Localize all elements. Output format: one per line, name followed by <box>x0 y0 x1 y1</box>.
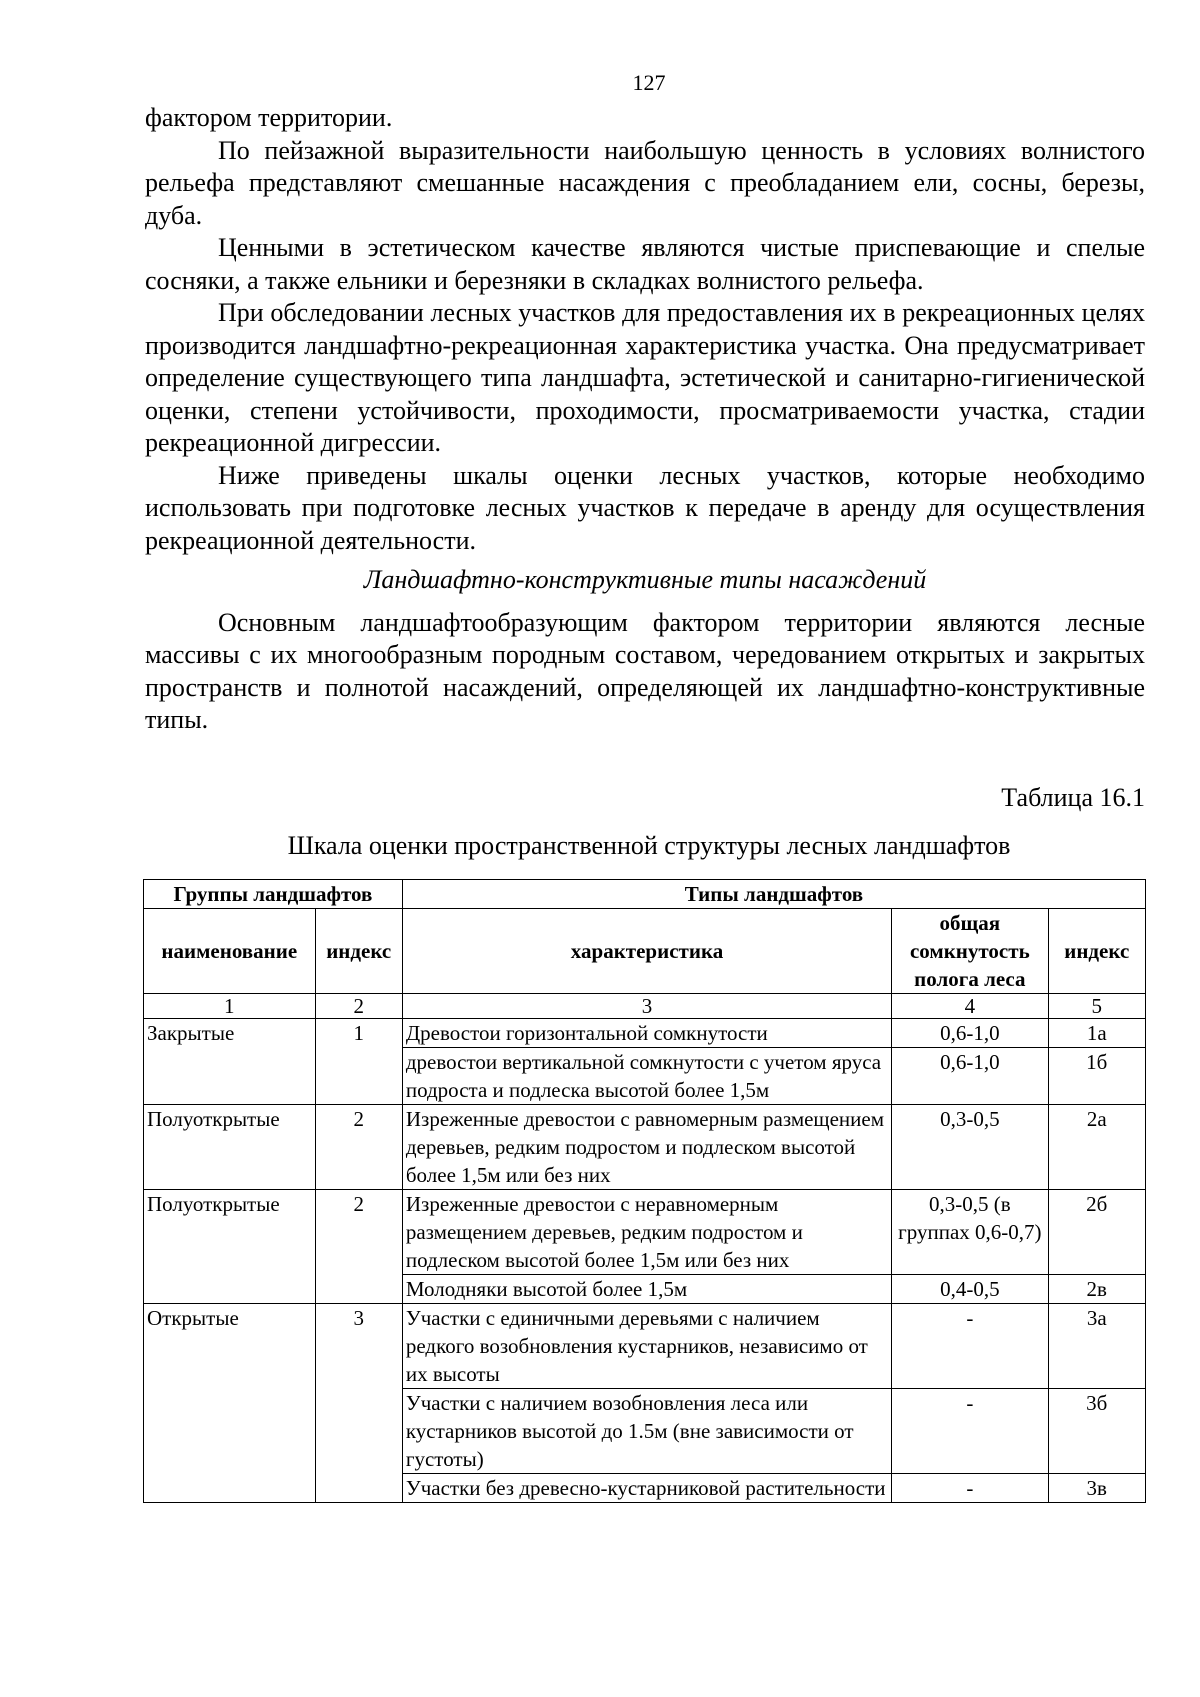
closure-cell: - <box>892 1303 1048 1388</box>
group-name-cell: Полуоткрытые <box>144 1189 316 1303</box>
table-subheader-row <box>144 908 1146 993</box>
type-index-cell: 2б <box>1048 1189 1146 1274</box>
closure-cell: 0,4-0,5 <box>892 1274 1048 1303</box>
closure-cell: 0,3-0,5 (в группах 0,6-0,7) <box>892 1189 1048 1274</box>
closure-cell: 0,6-1,0 <box>892 1018 1048 1047</box>
group-name-cell: Полуоткрытые <box>144 1104 316 1189</box>
paragraph: Основным ландшафтообразующим фактором территории являются лесные массивы с их многообразным породным составом, чередованием открытых и закрытых пространств и полнотой насаждений, определяющей их ландшафтно-конструктивные типы. <box>145 607 1145 734</box>
header-landscape-types: Типы ландшафтов <box>402 879 1145 908</box>
closure-cell: - <box>892 1473 1048 1502</box>
type-index-cell: 1б <box>1048 1047 1146 1104</box>
characteristic-cell: Изреженные древостои с равномерным размещением деревьев, редким подростом и подлеском высотой более 1,5м или без них <box>402 1104 891 1189</box>
table-label: Таблица 16.1 <box>1001 782 1145 812</box>
closure-cell: 0,3-0,5 <box>892 1104 1048 1189</box>
section-subheading: Ландшафтно-конструктивные типы насаждений <box>363 565 927 594</box>
header-name: наименование <box>144 908 316 993</box>
paragraph: По пейзажной выразительности наибольшую ценность в условиях волнистого рельефа представляют смешанные насаждения с преобладанием ели, сосны, березы, дуба. <box>145 135 1145 230</box>
group-index-cell: 1 <box>315 1018 402 1104</box>
column-number: 5 <box>1048 993 1146 1018</box>
paragraph-continuation: фактором территории. <box>145 103 393 132</box>
characteristic-cell: Участки с единичными деревьями с наличием редкого возобновления кустарников, независимо от их высоты <box>402 1303 891 1388</box>
paragraph: Ценными в эстетическом качестве являются чистые приспевающие и спелые сосняки, а также ельники и березняки в складках волнистого рельефа. <box>145 233 1145 295</box>
column-number: 3 <box>402 993 891 1018</box>
type-index-cell: 1а <box>1048 1018 1146 1047</box>
table-row <box>144 1018 1146 1047</box>
closure-cell: - <box>892 1388 1048 1473</box>
header-landscape-groups: Группы ландшафтов <box>144 879 403 908</box>
group-name-cell: Открытые <box>144 1303 316 1502</box>
characteristic-cell: Участки без древесно-кустарниковой растительности <box>402 1473 891 1502</box>
table-header-row <box>144 879 1146 908</box>
column-number: 1 <box>144 993 316 1018</box>
characteristic-cell: Молодняки высотой более 1,5м <box>402 1274 891 1303</box>
characteristic-cell: Древостои горизонтальной сомкнутости <box>402 1018 891 1047</box>
characteristic-cell: Изреженные древостои с неравномерным размещением деревьев, редким подростом и подлеском высотой более 1,5м или без них <box>402 1189 891 1274</box>
group-index-cell: 3 <box>315 1303 402 1502</box>
column-number: 2 <box>315 993 402 1018</box>
column-number: 4 <box>892 993 1048 1018</box>
group-name-cell: Закрытые <box>144 1018 316 1104</box>
column-number-row <box>144 993 1146 1018</box>
table-row <box>144 1303 1146 1388</box>
closure-cell: 0,6-1,0 <box>892 1047 1048 1104</box>
document-page <box>145 70 1145 1503</box>
table-row <box>144 1189 1146 1274</box>
characteristic-cell: Участки с наличием возобновления леса или кустарников высотой до 1.5м (вне зависимости от густоты) <box>402 1388 891 1473</box>
header-group-index: индекс <box>315 908 402 993</box>
type-index-cell: 3а <box>1048 1303 1146 1388</box>
header-characteristic: характеристика <box>402 908 891 993</box>
type-index-cell: 3б <box>1048 1388 1146 1473</box>
characteristic-cell: древостои вертикальной сомкнутости с учетом яруса подроста и подлеска высотой более 1,5м <box>402 1047 891 1104</box>
header-type-index: индекс <box>1048 908 1146 993</box>
header-closure: общая сомкнутость полога леса <box>892 908 1048 993</box>
type-index-cell: 2а <box>1048 1104 1146 1189</box>
paragraph: Ниже приведены шкалы оценки лесных участков, которые необходимо использовать при подготовке лесных участков к передаче в аренду для осуществления рекреационной деятельности. <box>145 460 1145 555</box>
group-index-cell: 2 <box>315 1104 402 1189</box>
paragraph: При обследовании лесных участков для предоставления их в рекреационных целях производится ландшафтно-рекреационная характеристика участка. Она предусматривает определение существующего типа ландшафта, эстетической и санитарно-гигиенической оценки, степени устойчивости, проходимости, просматриваемости участка, стадии рекреационной дигрессии. <box>145 298 1145 457</box>
type-index-cell: 2в <box>1048 1274 1146 1303</box>
landscape-structure-table <box>143 879 1146 1503</box>
table-row <box>144 1104 1146 1189</box>
type-index-cell: 3в <box>1048 1473 1146 1502</box>
table-title: Шкала оценки пространственной структуры лесных ландшафтов <box>287 830 1011 860</box>
page-number: 127 <box>632 70 666 95</box>
group-index-cell: 2 <box>315 1189 402 1303</box>
